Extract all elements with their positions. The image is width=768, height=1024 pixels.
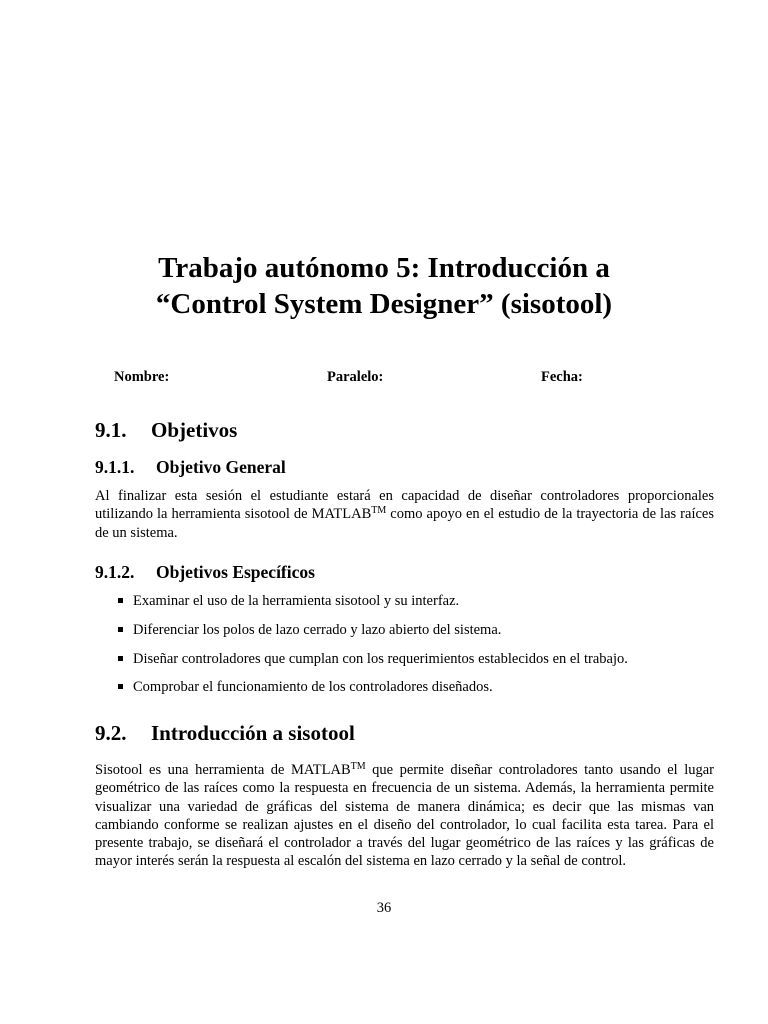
subsection-title: Objetivo General — [156, 457, 286, 477]
paragraph-text: Sisotool es una herramienta de MATLAB — [95, 762, 351, 778]
list-item-text: Diferenciar los polos de lazo cerrado y lazo abierto del sistema. — [133, 621, 502, 638]
paralelo-label: Paralelo: — [327, 369, 384, 385]
bullet-icon — [118, 598, 123, 603]
list-item — [95, 621, 628, 650]
list-item-text: Diseñar controladores que cumplan con los requerimientos establecidos en el trabajo. — [133, 650, 628, 667]
list-item — [95, 678, 628, 707]
page-number: 36 — [376, 900, 392, 916]
bullet-icon — [118, 627, 123, 632]
paragraph-text: Al finalizar esta sesión el estudiante estará en capacidad de diseñar controladores proporcionales utilizando la herramienta sisotool de MATLAB — [95, 488, 714, 523]
paragraph-text: como apoyo en el estudio de la trayectoria de las raíces de un sistema. — [95, 506, 714, 541]
list-item — [95, 650, 628, 679]
chapter-title-line-2: “Control System Designer” (sisotool) — [155, 288, 613, 320]
list-item-text: Examinar el uso de la herramienta sisotool y su interfaz. — [133, 593, 460, 609]
section-heading-introduccion — [95, 721, 355, 746]
chapter-title-line-1: Trabajo autónomo 5: Introducción a — [158, 252, 610, 284]
section-number: 9.1. — [95, 418, 127, 442]
chapter-title — [0, 250, 768, 322]
section-number: 9.2. — [95, 721, 127, 745]
trademark-superscript: TM — [371, 505, 387, 517]
list-item-text: Comprobar el funcionamiento de los controladores diseñados. — [133, 679, 493, 696]
fecha-label: Fecha: — [541, 369, 583, 385]
subsection-heading-objetivos-especificos — [95, 562, 315, 583]
list-item — [95, 592, 628, 621]
paragraph-text: que permite diseñar controladores tanto usando el lugar geométrico de las raíces como la respuesta en frecuencia de un sistema. Además, la herramienta permite visualizar una variedad de gráficas del sistema de manera dinámica; es decir que las mismas van cambiando conforme se realizan ajustes en el diseño del controlador, lo cual facilita esta tarea. Para el presente trabajo, se diseñará el controlador a través del lugar geométrico de las raíces y las gráficas de mayor interés serán la respuesta al escalón del sistema en lazo cerrado y la señal de control. — [95, 762, 715, 870]
section-title: Objetivos — [151, 418, 238, 442]
section-title: Introducción a sisotool — [151, 721, 355, 745]
section-heading-objetivos — [95, 418, 237, 443]
nombre-label: Nombre: — [114, 369, 170, 385]
subsection-number: 9.1.1. — [95, 457, 135, 477]
subsection-heading-objetivo-general — [95, 457, 286, 478]
trademark-superscript: TM — [350, 761, 366, 772]
objetivo-general-paragraph — [95, 487, 714, 542]
introduccion-paragraph — [95, 761, 714, 871]
bullet-icon — [118, 684, 123, 689]
objetivos-especificos-list — [95, 592, 628, 707]
subsection-number: 9.1.2. — [95, 562, 135, 582]
subsection-title: Objetivos Específicos — [156, 562, 315, 582]
bullet-icon — [118, 656, 123, 661]
